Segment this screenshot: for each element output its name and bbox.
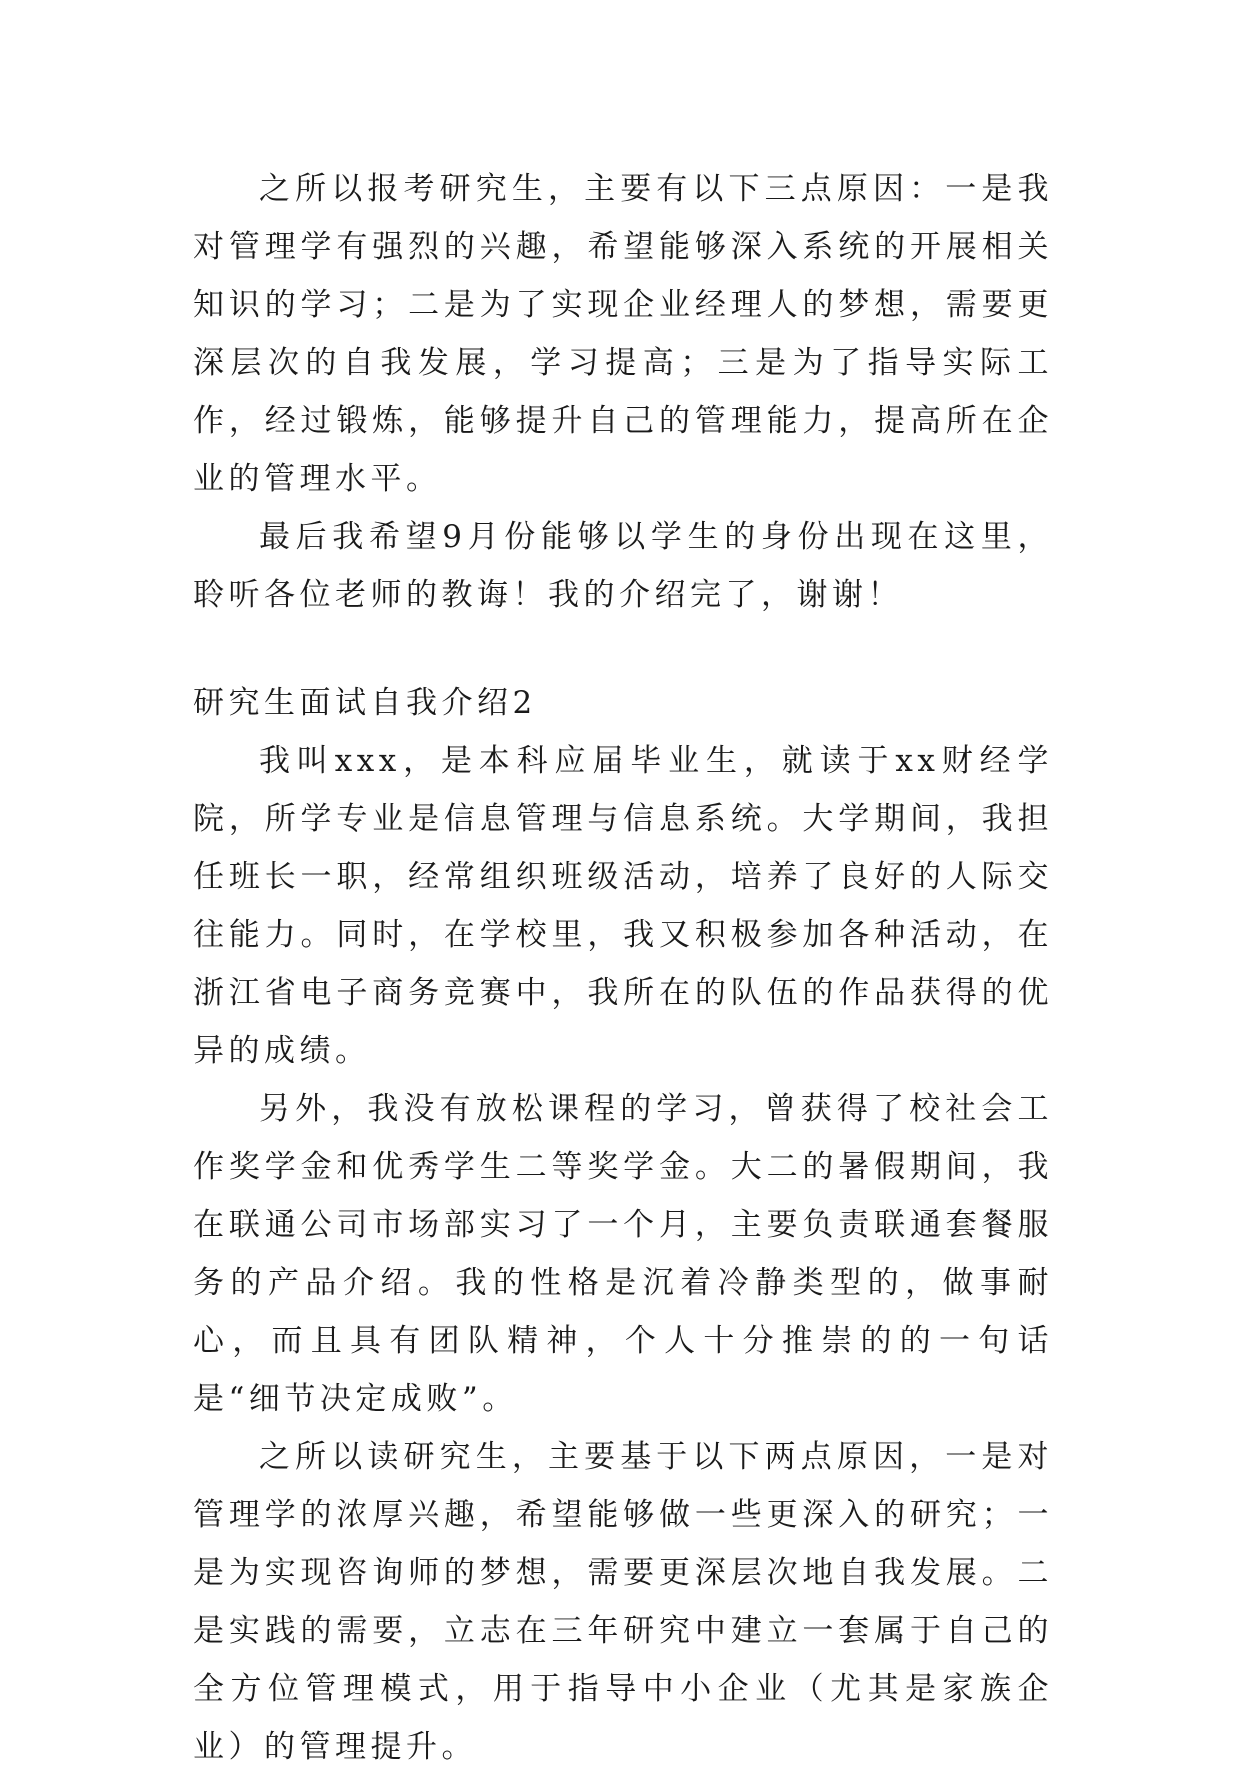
document-page (193, 160, 1053, 1776)
section-heading: 研究生面试自我介绍2 (193, 685, 537, 721)
paragraph-closing: 最后我希望9月份能够以学生的身份出现在这里，聆听各位老师的教诲！我的介绍完了，谢谢！ (193, 519, 1053, 613)
paragraph-studies: 另外，我没有放松课程的学习，曾获得了校社会工作奖学金和优秀学生二等奖学金。大二的暑假期间，我在联通公司市场部实习了一个月，主要负责联通套餐服务的产品介绍。我的性格是沉着冷静类型的，做事耐心，而且具有团队精神，个人十分推崇的的一句话是“细节决定成败”。 (193, 1091, 1053, 1417)
paragraph-intro: 我叫xxx，是本科应届毕业生，就读于xx财经学院，所学专业是信息管理与信息系统。大学期间，我担任班长一职，经常组织班级活动，培养了良好的人际交往能力。同时，在学校里，我又积极参加各种活动，在浙江省电子商务竞赛中，我所在的队伍的作品获得的优异的成绩。 (193, 743, 1053, 1069)
paragraph-reasons: 之所以报考研究生，主要有以下三点原因：一是我对管理学有强烈的兴趣，希望能够深入系统的开展相关知识的学习；二是为了实现企业经理人的梦想，需要更深层次的自我发展，学习提高；三是为了指导实际工作，经过锻炼，能够提升自己的管理能力，提高所在企业的管理水平。 (193, 171, 1053, 497)
paragraph-motivation: 之所以读研究生，主要基于以下两点原因，一是对管理学的浓厚兴趣，希望能够做一些更深入的研究；一是为实现咨询师的梦想，需要更深层次地自我发展。二是实践的需要，立志在三年研究中建立一套属于自己的全方位管理模式，用于指导中小企业（尤其是家族企业）的管理提升。 (193, 1439, 1053, 1765)
